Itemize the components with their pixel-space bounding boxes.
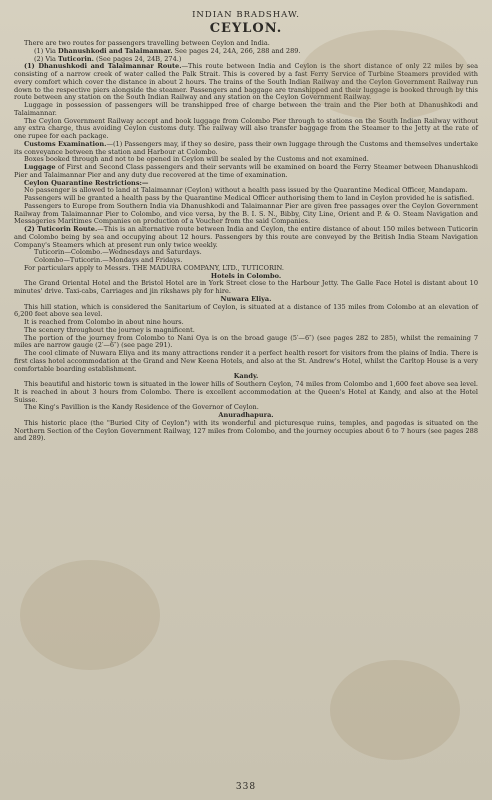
section-heading: Hotels in Colombo. <box>210 271 282 280</box>
schedule-line: Tuticorin—Colombo.—Wednesdays and Saturdays. <box>34 248 202 257</box>
paragraph: The Grand Oriental Hotel and the Bristol Hotel are in York Street close to the Harbour Jetty. The Galle Face Hotel is distant about 10 minutes' drive. Taxi-cabs, Carriages and jin rikshaws ply for hire. <box>14 279 478 295</box>
intro-paragraph: There are two routes for passengers travelling between Ceylon and India. <box>24 39 270 47</box>
section-subhead: Ceylon Quarantine Restrictions:— <box>24 178 149 187</box>
page-number: 338 <box>235 782 257 792</box>
paragraph: (1) Dhanushkodi and Talaimannar Route.—This route between India and Ceylon is the short distance of only 22 miles by sea consisting of a narrow creek of water called the Palk Strait. This is covered by a fast Ferry Service of Turbine Steamers provided with every comfort which cover the distance in about 2 hours. The trains of the South Indian Railway and the Ceylon Government Railway run down to the respective piers alongside the steamer. Passengers and baggage are transhipped and their luggage is booked through by this route between any station on the South Indian Railway and any station on the Ceylon Government Railway. <box>14 62 479 102</box>
page-title: CEYLON. <box>209 21 283 36</box>
paragraph: This hill station, which is considered the Sanitarium of Ceylon, is situated at a distance of 135 miles from Colombo at an elevation of 6,200 feet above sea level. <box>14 302 478 319</box>
paragraph: Passengers will be granted a health pass by the Quarantine Medical Officer authorising them to land in Ceylon provided he is satisfied. <box>24 194 475 202</box>
running-header: INDIAN BRADSHAW. <box>192 10 300 20</box>
paragraph: Boxes booked through and not to be opened in Ceylon will be sealed by the Customs and not examined. <box>24 155 369 164</box>
paragraph: Luggage of First and Second Class passengers and their servants will be examined on board the Ferry Steamer between Dhanushkodi Pier and Talaimannar Pier and any duty due recovered at the time of examination. <box>14 163 478 179</box>
paragraph: This historic place (the "Buried City of Ceylon") with its wonderful and picturesque ruins, temples, and pagodas is situated on the Northern Section of the Ceylon Government Railway, 127 miles from Colombo, and the journey occupies about 6 to 7 hours (see pages 288 and 289). <box>14 418 478 443</box>
section-heading: Anuradhapura. <box>218 411 274 419</box>
route-list-item: (2) Via Tuticorin. (See pages 24, 24B, 274.) <box>34 54 182 63</box>
paragraph: The portion of the journey from Colombo to Nani Oya is on the broad gauge (5′—6″) (see pages 282 to 285), whilst the remaining 7 miles are narrow gauge (2′—6″) (see page 291). <box>14 333 478 350</box>
paragraph: Passengers to Europe from Southern India via Dhanushkodi and Talaimannar Pier are given free passages over the Ceylon Government Railway from Talaimannar Pier to Colombo, and vice versa, by the B. I. S. N., Bibby, City Line, Orient and P. & O. Steam Navigation and Messageries Maritimes Companies on production of a Voucher from the said Companies. <box>14 201 478 226</box>
document-body <box>14 40 478 443</box>
paragraph: (2) Tuticorin Route.—This is an alternative route between India and Ceylon, the entire distance of about 150 miles between Tuticorin and Colombo being by sea and occupying about 12 hours. Passengers by this route are conveyed by the British India Steam Navigation Company's Steamers which at present run only twice weekly. <box>14 225 478 249</box>
paragraph: The scenery throughout the journey is magnificent. <box>24 325 195 334</box>
section-heading: Nuwara Eliya. <box>220 294 272 303</box>
route-list-item: (1) Via Dhanushkodi and Talaimannar. See pages 24, 24A, 266, 288 and 289. <box>34 46 301 55</box>
paragraph: Customs Examination.—(1) Passengers may, if they so desire, pass their own luggage through the Customs and themselves undertake its conveyance between the station and Harbour at Colombo. <box>14 139 478 156</box>
paper-stain <box>330 660 460 760</box>
paragraph: The cool climate of Nuwara Eliya and its many attractions render it a perfect health resort for visitors from the plains of India. There is first class hotel accommodation at the Grand and New Keena Hotels, and also at the St. Andrew's Hotel, whilst the Carltop House is a very comfortable boarding establishment. <box>14 349 478 373</box>
paragraph: The Ceylon Government Railway accept and book luggage from Colombo Pier through to stations on the South Indian Railway without any extra charge, thus avoiding Ceylon customs duty. The railway will also transfer baggage from the Steamer to the Jetty at the rate of one rupee for each package. <box>14 116 478 140</box>
schedule-line: Colombo—Tuticorin.—Mondays and Fridays. <box>34 256 183 264</box>
paragraph: This beautiful and historic town is situated in the lower hills of Southern Ceylon, 74 miles from Colombo and 1,600 feet above sea level. It is reached in about 3 hours from Colombo. There is excellent accommodation at the Queen's Hotel at Kandy, and also at the Hotel Suisse. <box>14 380 478 404</box>
paragraph: Luggage in possession of passengers will be transhipped free of charge between the train and the Pier both at Dhanushkodi and Talaimannar. <box>14 101 478 117</box>
paragraph: The King's Pavillion is the Kandy Residence of the Governor of Ceylon. <box>24 403 259 412</box>
paragraph: For particulars apply to Messrs. THE MADURA COMPANY, LTD., TUTICORIN. <box>24 263 284 272</box>
paragraph: No passenger is allowed to land at Talaimannar (Ceylon) without a health pass issued by the Quarantine Medical Officer, Mandapam. <box>24 186 468 195</box>
section-heading: Kandy. <box>233 372 259 381</box>
paragraph: It is reached from Colombo in about nine hours. <box>24 318 184 326</box>
paper-stain <box>20 560 160 670</box>
